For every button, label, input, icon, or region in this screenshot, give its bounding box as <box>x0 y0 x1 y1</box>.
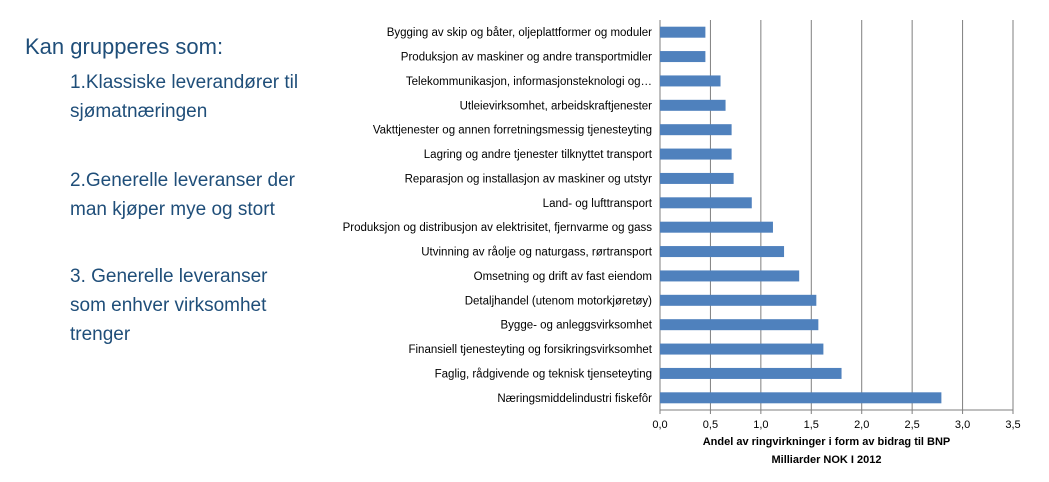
category-label: Bygging av skip og båter, oljeplattformer og moduler <box>386 27 652 40</box>
x-tick-label: 3,0 <box>954 419 971 431</box>
group-item-3-line3: trenger <box>70 324 131 345</box>
category-label: Næringsmiddelindustri fiskefôr <box>497 392 652 405</box>
category-label: Utleievirksomhet, arbeidskraftjenester <box>459 100 652 113</box>
group-item-1-line1: 1.Klassiske leverandører til <box>70 72 299 93</box>
group-item-2-line2: man kjøper mye og stort <box>70 199 275 220</box>
bar <box>660 319 818 330</box>
category-label: Detaljhandel (utenom motorkjøretøy) <box>464 295 652 308</box>
x-tick-label: 2,0 <box>854 419 870 431</box>
x-axis-label-line2: Milliarder NOK I 2012 <box>771 454 882 466</box>
category-label: Faglig, rådgivende og teknisk tjenseteyting <box>434 368 652 381</box>
category-label: Finansiell tjenesteyting og forsikringsvirksomhet <box>408 344 652 357</box>
group-item-3-line1: 3. Generelle leveranser <box>70 266 268 287</box>
category-label: Produksjon av maskiner og andre transportmidler <box>400 51 652 64</box>
category-label: Bygge- og anleggsvirksomhet <box>500 319 652 332</box>
bar <box>660 124 732 135</box>
x-tick-label: 1,5 <box>803 419 819 431</box>
bar <box>660 173 734 184</box>
category-label: Telekommunikasjon, informasjonsteknologi og… <box>405 75 652 88</box>
bar <box>660 75 721 86</box>
category-label: Produksjon og distribusjon av elektrisitet, fjernvarme og gass <box>342 222 652 235</box>
category-label: Vakttjenester og annen forretningsmessig tjenesteyting <box>372 124 652 137</box>
bar <box>660 246 784 257</box>
group-item-3-line2: som enhver virksomhet <box>70 295 267 316</box>
bar <box>660 295 816 306</box>
bar <box>660 100 726 111</box>
bar <box>660 392 941 403</box>
x-tick-label: 0,0 <box>652 419 668 431</box>
bar <box>660 344 823 355</box>
group-item-2-line1: 2.Generelle leveranser der <box>70 170 295 191</box>
bar <box>660 149 732 160</box>
x-tick-label: 1,0 <box>753 419 769 431</box>
category-label: Lagring og andre tjenester tilknyttet transport <box>423 149 652 162</box>
group-heading: Kan grupperes som: <box>25 34 224 59</box>
bar <box>660 27 705 38</box>
x-axis-label: Andel av ringvirkninger i form av bidrag til BNP <box>702 436 951 448</box>
category-label: Reparasjon og installasjon av maskiner og utstyr <box>404 173 652 186</box>
category-label: Omsetning og drift av fast eiendom <box>473 270 652 283</box>
bar <box>660 368 842 379</box>
category-label: Utvinning av råolje og naturgass, rørtransport <box>421 246 652 259</box>
bar <box>660 222 773 233</box>
group-item-1-line2: sjømatnæringen <box>70 101 208 122</box>
x-tick-label: 2,5 <box>904 419 920 431</box>
x-tick-label: 0,5 <box>702 419 719 431</box>
category-label: Land- og lufttransport <box>542 197 652 210</box>
x-tick-label: 3,5 <box>1005 419 1021 431</box>
bar <box>660 270 799 281</box>
bar <box>660 51 705 62</box>
bar <box>660 197 752 208</box>
